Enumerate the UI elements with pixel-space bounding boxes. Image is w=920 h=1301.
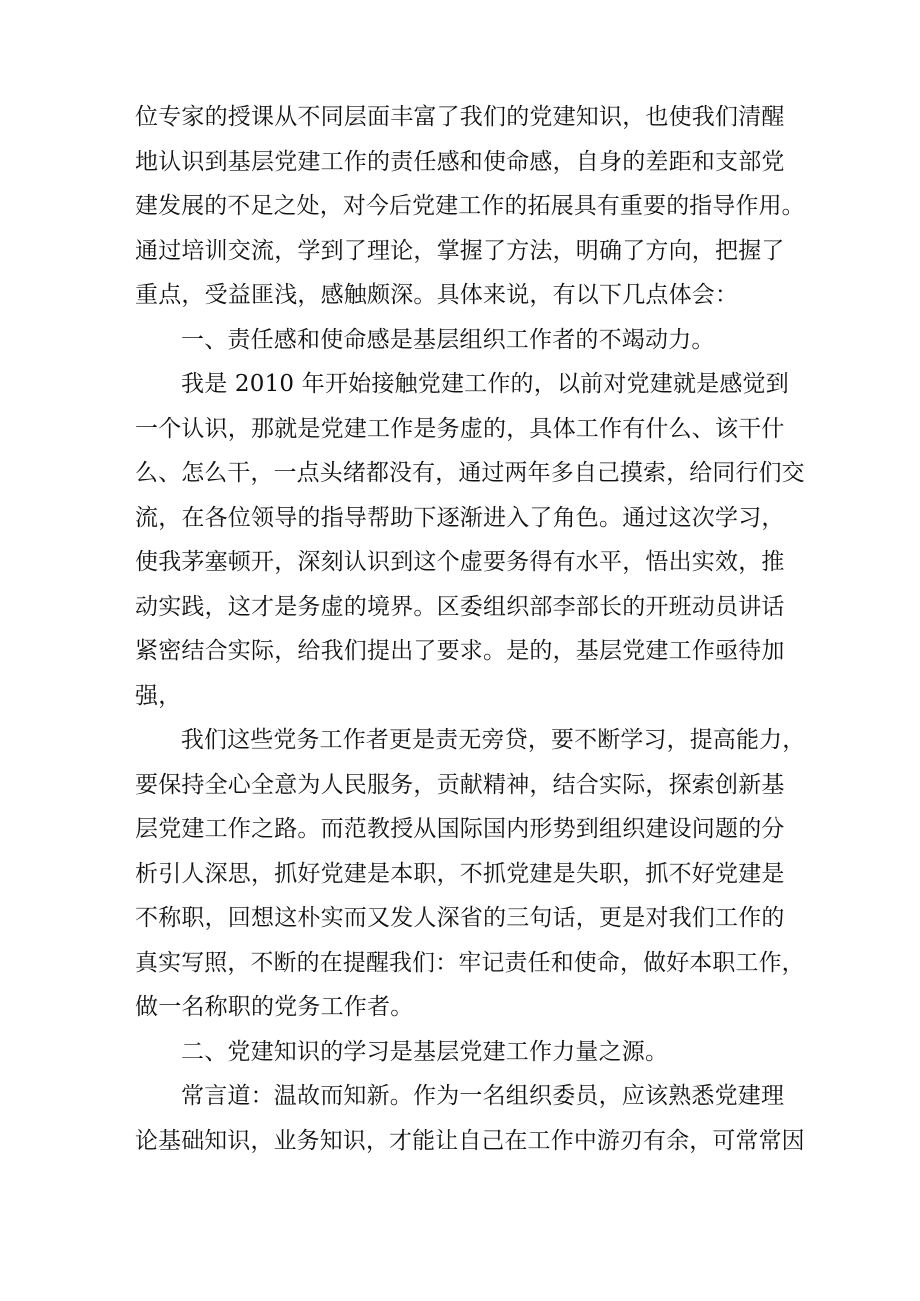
text-line: 一、责任感和使命感是基层组织工作者的不竭动力。 bbox=[181, 326, 715, 353]
text-line: 一个认识，那就是党建工作是务虚的，具体工作有什么、该干什 bbox=[135, 415, 785, 442]
text-line: 使我茅塞顿开，深刻认识到这个虚要务得有水平，悟出实效，推 bbox=[135, 549, 785, 575]
text-line: 不称职，回想这朴实而又发人深省的三句话，更是对我们工作的 bbox=[135, 905, 785, 931]
text-line: 通过培训交流，学到了理论，掌握了方法，明确了方向，把握了 bbox=[135, 237, 785, 264]
text-line: 紧密结合实际，给我们提出了要求。是的，基层党建工作亟待加 bbox=[135, 638, 785, 664]
text-line: 地认识到基层党建工作的责任感和使命感，自身的差距和支部党 bbox=[135, 148, 785, 175]
text-line: 真实写照，不断的在提醒我们：牢记责任和使命，做好本职工作， bbox=[135, 949, 805, 976]
text-line: 层党建工作之路。而范教授从国际国内形势到组织建设问题的分 bbox=[135, 816, 785, 842]
text-line: 流，在各位领导的指导帮助下逐渐进入了角色。通过这次学习， bbox=[135, 504, 785, 531]
text-line: 动实践，这才是务虚的境界。区委组织部李部长的开班动员讲话 bbox=[135, 593, 785, 620]
document-body bbox=[135, 95, 805, 1163]
text-line: 建发展的不足之处，对今后党建工作的拓展具有重要的指导作用。 bbox=[135, 193, 805, 219]
text-line: 常言道：温故而知新。作为一名组织委员，应该熟悉党建理 bbox=[181, 1083, 785, 1109]
text-line: 析引人深思，抓好党建是本职，不抓党建是失职，抓不好党建是 bbox=[135, 860, 785, 887]
text-line: 我是 2010 年开始接触党建工作的，以前对党建就是感觉到 bbox=[181, 371, 789, 397]
text-line: 要保持全心全意为人民服务，贡献精神，结合实际，探索创新基 bbox=[135, 771, 785, 798]
text-line: 论基础知识，业务知识，才能让自己在工作中游刃有余，可常常因 bbox=[135, 1127, 805, 1154]
text-line: 位专家的授课从不同层面丰富了我们的党建知识，也使我们清醒 bbox=[135, 104, 785, 130]
text-line: 做一名称职的党务工作者。 bbox=[135, 994, 414, 1020]
text-line: 强， bbox=[135, 682, 182, 709]
text-line: 么、怎么干，一点头绪都没有，通过两年多自己摸索，给同行们交 bbox=[135, 460, 805, 486]
text-line: 我们这些党务工作者更是责无旁贷，要不断学习，提高能力， bbox=[180, 727, 806, 753]
text-line: 重点，受益匪浅，感触颇深。具体来说，有以下几点体会： bbox=[135, 282, 739, 308]
text-line: 二、党建知识的学习是基层党建工作力量之源。 bbox=[181, 1038, 669, 1065]
